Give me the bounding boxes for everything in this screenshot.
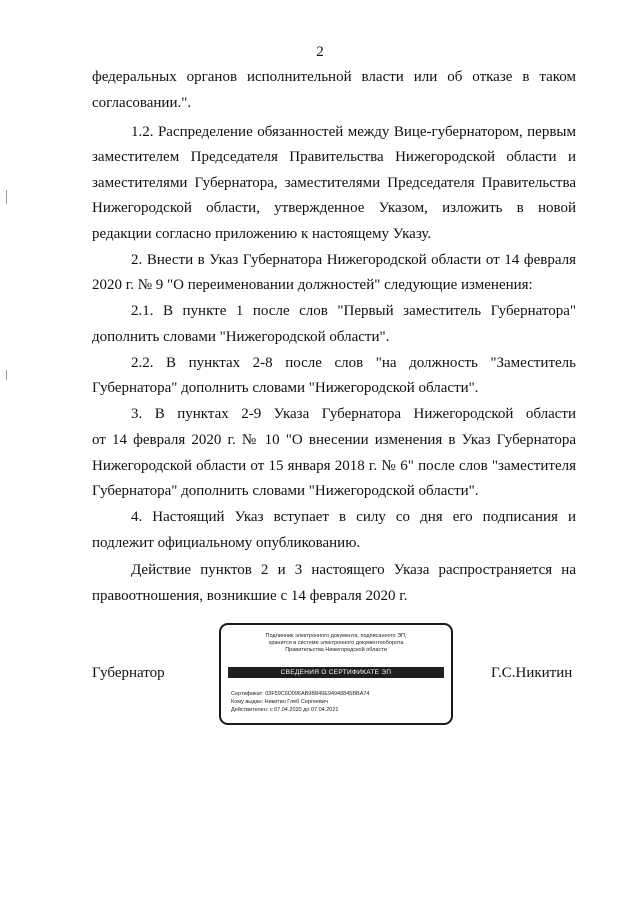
paragraph-line: дополнить словами "Нижегородской области". xyxy=(92,329,390,345)
paragraph-line: 4. Настоящий Указ вступает в силу со дня его подписания и xyxy=(131,509,576,525)
paragraph-line: 2. Внести в Указ Губернатора Нижегородской области от 14 февраля xyxy=(131,252,576,268)
paragraph-line: 2020 г. № 9 "О переименовании должностей" следующие изменения: xyxy=(92,277,533,293)
stamp-caption-line: Подлинник электронного документа, подписанного ЭП, xyxy=(265,633,407,639)
paragraph-line: 2.1. В пункте 1 после слов "Первый заместитель Губернатора" xyxy=(131,303,576,319)
scan-margin-mark xyxy=(6,190,7,204)
paragraph-line: 2.2. В пунктах 2-8 после слов "на должность "Заместитель xyxy=(131,355,576,371)
electronic-signature-stamp xyxy=(219,623,453,725)
paragraph-line: 1.2. Распределение обязанностей между Вице-губернатором, первым xyxy=(131,124,576,140)
signer-name: Г.С.Никитин xyxy=(491,665,573,681)
stamp-caption-line: хранится в системе электронного документооборота xyxy=(268,640,404,646)
paragraph-line: редакции согласно приложению к настоящему Указу. xyxy=(92,226,432,242)
stamp-caption-line: Правительства Нижегородской области xyxy=(285,647,387,653)
paragraph-line: от 14 февраля 2020 г. № 10 "О внесении изменения в Указ Губернатора xyxy=(92,432,576,448)
paragraph-line: Нижегородской области от 15 января 2018 г. № 6" после слов "заместителя xyxy=(92,458,576,474)
stamp-caption xyxy=(227,633,445,654)
paragraph-line: правоотношения, возникшие с 14 февраля 2020 г. xyxy=(92,588,408,604)
scan-margin-mark xyxy=(6,370,7,380)
paragraph-line: согласовании.". xyxy=(92,95,192,111)
paragraph-line: заместителями Губернатора, заместителями Председателя Правительства xyxy=(92,175,576,191)
paragraph-line: Губернатора" дополнить словами "Нижегородской области". xyxy=(92,483,479,499)
paragraph-line: Действие пунктов 2 и 3 настоящего Указа распространяется на xyxy=(131,562,576,578)
stamp-header: СВЕДЕНИЯ О СЕРТИФИКАТЕ ЭП xyxy=(228,667,444,678)
page-number: 2 xyxy=(316,44,324,60)
stamp-certificate: Сертификат: 03F59C6D096AB9B849E94948845BBA74 xyxy=(231,691,370,697)
paragraph-line: Нижегородской области, утвержденное Указом, изложить в новой xyxy=(92,200,576,216)
stamp-validity: Действителен: с 07.04.2020 до 07.04.2021 xyxy=(231,707,339,713)
paragraph-line: 3. В пунктах 2-9 Указа Губернатора Нижегородской области xyxy=(131,406,576,422)
paragraph-line: Губернатора" дополнить словами "Нижегородской области". xyxy=(92,380,479,396)
paragraph-line: подлежит официальному опубликованию. xyxy=(92,535,361,551)
signer-title: Губернатор xyxy=(92,665,165,681)
stamp-issued-to: Кому выдан: Никитин Глеб Сергеевич xyxy=(231,699,328,705)
paragraph-line: федеральных органов исполнительной власти или об отказе в таком xyxy=(92,69,576,85)
paragraph-line: заместителем Председателя Правительства Нижегородской области и xyxy=(92,149,576,165)
